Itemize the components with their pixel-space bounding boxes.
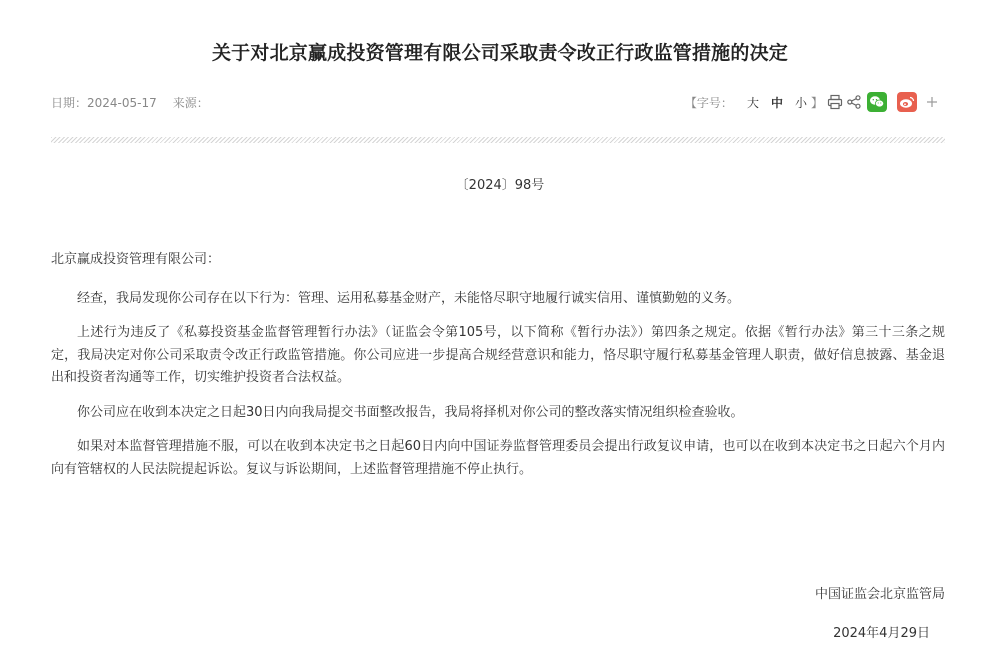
publish-date: 2024-05-17 (87, 96, 157, 110)
document-number: 〔2024〕98号 (455, 178, 545, 193)
font-size-medium-button[interactable]: 中 (770, 95, 783, 110)
weibo-icon[interactable] (897, 92, 917, 112)
signature-organization: 中国证监会北京监管局 (814, 587, 945, 602)
signature-date: 2024年4月29日 (833, 626, 930, 641)
hatch-divider (51, 137, 945, 143)
paragraph-1: 经查，我局发现你公司存在以下行为：管理、运用私募基金财产，未能恪尽职守地履行诚实信用、谨慎勤勉的义务。 (77, 290, 741, 306)
font-size-close-bracket: 】 (810, 95, 823, 110)
source-label: 来源： (172, 96, 209, 110)
paragraph-4: 如果对本监督管理措施不服，可以在收到本决定书之日起60日内向中国证券监督管理委员会提出行政复议申请，也可以在收到本决定书之日起六个月内向有管辖权的人民法院提起诉讼。复议与诉讼期间，上述监督管理措施不停止执行。 (51, 439, 945, 477)
paragraph-2: 上述行为违反了《私募投资基金监督管理暂行办法》（证监会令第105号，以下简称《暂行办法》）第四条之规定。依据《暂行办法》第三十三条之规定，我局决定对你公司采取责令改正行政监管措施。你公司应进一步提高合规经营意识和能力，恪尽职守履行私募基金管理人职责，做好信息披露、基金退出和投资者沟通等工作，切实维护投资者合法权益。 (51, 325, 945, 385)
article-content (51, 249, 945, 493)
plus-icon[interactable] (925, 94, 939, 110)
print-icon[interactable] (827, 94, 843, 110)
article-toolbar (685, 91, 939, 113)
share-icon[interactable] (847, 95, 861, 109)
font-size-large-button[interactable]: 大 (746, 95, 759, 110)
paragraph-3: 你公司应在收到本决定之日起30日内向我局提交书面整改报告，我局将择机对你公司的整改落实情况组织检查验收。 (77, 404, 744, 420)
wechat-icon[interactable] (867, 92, 887, 112)
font-size-label: 【字号： (684, 95, 733, 110)
font-size-small-button[interactable]: 小 (794, 95, 807, 110)
date-label: 日期： (51, 96, 88, 110)
addressee: 北京赢成投资管理有限公司： (51, 252, 221, 267)
page-title: 关于对北京赢成投资管理有限公司采取责令改正行政监管措施的决定 (211, 42, 788, 64)
meta-info (51, 94, 209, 111)
meta-bar (51, 91, 945, 113)
